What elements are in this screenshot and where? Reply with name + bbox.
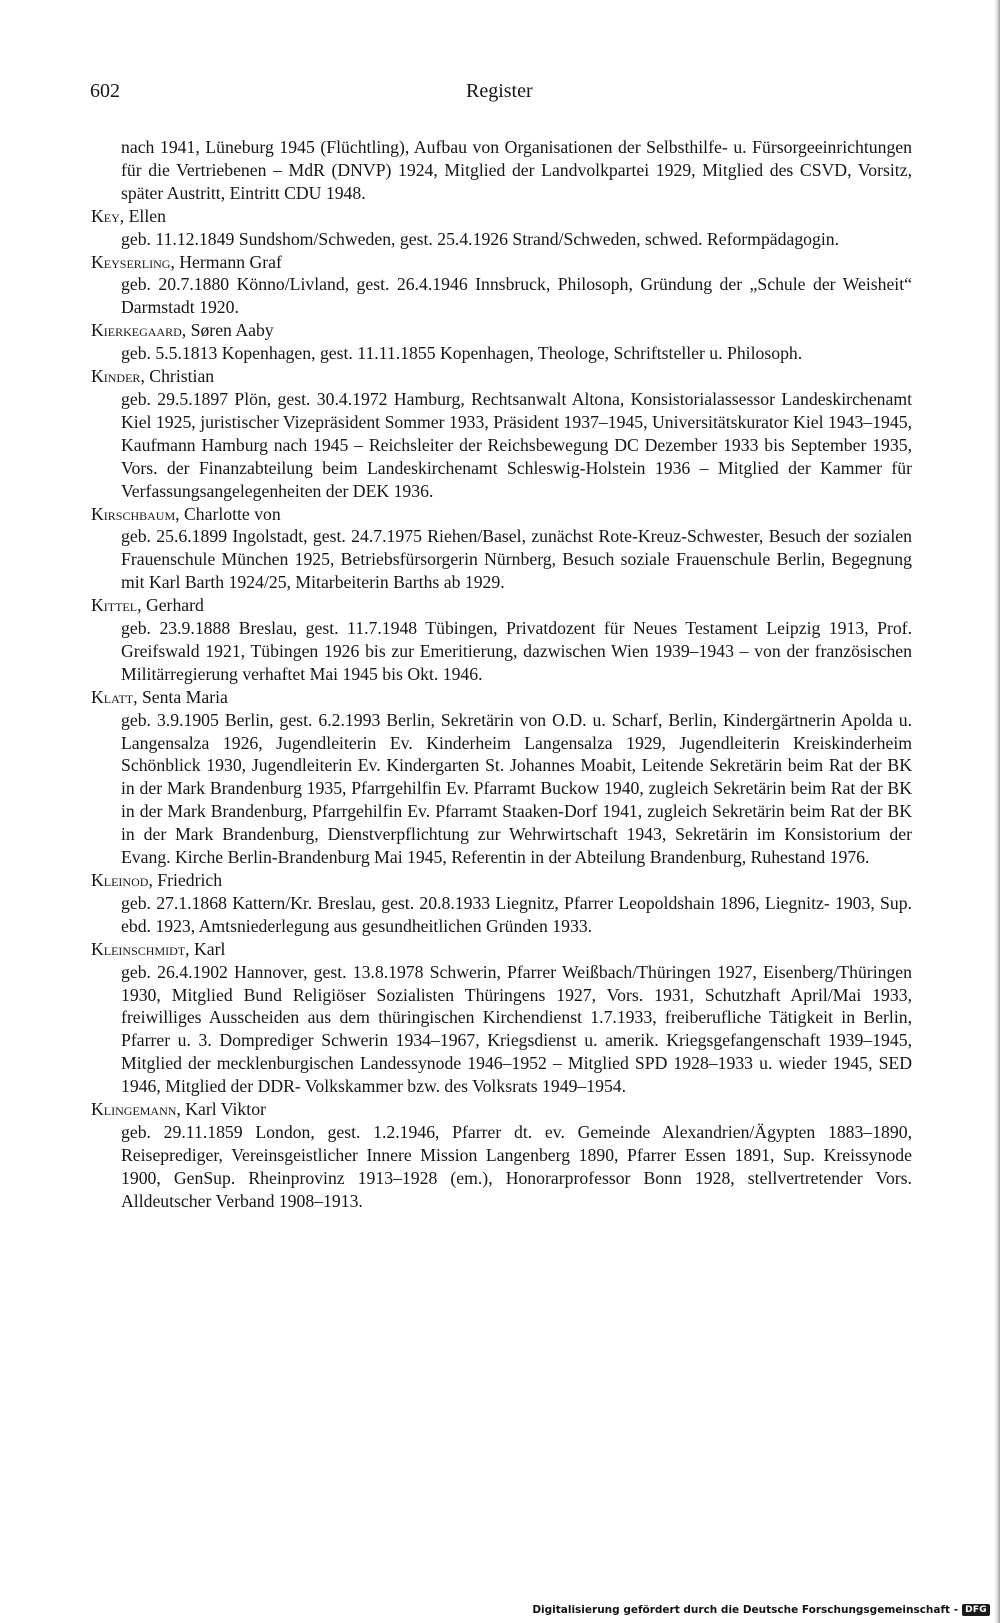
entry-name — [91, 503, 912, 526]
entry-bio: geb. 3.9.1905 Berlin, gest. 6.2.1993 Berlin, Sekretärin von O.D. u. Scharf, Berlin, Kindergärtnerin Apolda u. Langensalza 1926, Jugendleiterin Ev. Kinderheim Langensalza 1929, Jugendleiterin Kreiskinderheim Schönblick 1930, Jugendleiterin Ev. Kindergarten St. Johannes Moabit, Leitende Sekretärin beim Rat der BK in der Mark Brandenburg 1935, Pfarrgehilfin Ev. Pfarramt Buckow 1940, zugleich Sekretärin beim Rat der BK in der Mark Brandenburg, Pfarrgehilfin Ev. Pfarramt Staaken-Dorf 1941, zugleich Sekretärin beim Rat der BK in der Mark Brandenburg, Dienstverpflichtung zur Wehrwirtschaft 1943, Sekretärin im Konsistorium der Evang. Kirche Berlin-Brandenburg Mai 1945, Referentin in der Abteilung Brandenburg, Ruhestand 1976. — [121, 709, 912, 868]
register-entry — [91, 205, 912, 251]
credit-text: Digitalisierung gefördert durch die Deutsche Forschungsgemeinschaft - — [532, 1604, 959, 1616]
register-entry — [91, 686, 912, 869]
entry-given-name: , Hermann Graf — [170, 251, 282, 272]
entry-given-name: , Charlotte von — [175, 503, 281, 524]
register-entry — [91, 365, 912, 502]
entry-surname: Klatt — [91, 686, 134, 707]
digitization-credit — [532, 1604, 990, 1616]
entry-name — [91, 319, 912, 342]
entry-given-name: , Christian — [140, 366, 215, 387]
entry-bio: geb. 27.1.1868 Kattern/Kr. Breslau, gest. 20.8.1933 Liegnitz, Pfarrer Leopoldshain 1896, Liegnitz- 1903, Sup. ebd. 1923, Amtsniederlegung aus gesundheitlichen Gründen 1933. — [121, 892, 912, 936]
register-entry — [91, 869, 912, 938]
entry-given-name: , Senta Maria — [133, 686, 228, 707]
page-number: 602 — [90, 80, 120, 102]
entry-name — [91, 365, 912, 388]
entry-bio: geb. 25.6.1899 Ingolstadt, gest. 24.7.1975 Riehen/Basel, zunächst Rote-Kreuz-Schwester, Besuch der sozialen Frauenschule München 1925, Betriebsfürsorgerin Nürnberg, Besuch soziale Frauenschule Berlin, Begegnung mit Karl Barth 1924/25, Mitarbeiterin Barths ab 1929. — [121, 526, 912, 593]
entry-bio: geb. 29.11.1859 London, gest. 1.2.1946, Pfarrer dt. ev. Gemeinde Alexandrien/Ägypten 1883–1890, Reiseprediger, Vereinsgeistlicher Innere Mission Langenberg 1890, Pfarrer Essen 1891, Sup. Kreissynode 1900, GenSup. Rheinprovinz 1913–1928 (em.), Honorarprofessor Bonn 1928, stellvertretender Vors. Alldeutscher Verband 1908–1913. — [121, 1121, 912, 1211]
entry-name — [91, 686, 912, 709]
register-entry — [91, 1098, 912, 1213]
entry-given-name: , Friedrich — [148, 870, 223, 890]
entry-name — [91, 594, 912, 617]
entry-surname: Kleinod — [91, 870, 149, 890]
register-entry — [91, 319, 912, 365]
entry-surname: Kleinschmidt — [91, 938, 186, 959]
entry-bio: geb. 20.7.1880 Könno/Livland, gest. 26.4.1946 Innsbruck, Philosoph, Gründung der „Schule der Weisheit“ Darmstadt 1920. — [121, 274, 912, 318]
entry-bio: geb. 5.5.1813 Kopenhagen, gest. 11.11.1855 Kopenhagen, Theologe, Schriftsteller u. Philosoph. — [121, 343, 803, 364]
entry-surname: Kirschbaum — [91, 503, 176, 524]
entry-given-name: , Karl — [185, 938, 226, 959]
entry-name — [91, 869, 912, 892]
entry-surname: Kinder — [91, 366, 141, 387]
register-entry — [91, 594, 912, 686]
entry-bio: geb. 11.12.1849 Sundshom/Schweden, gest. 25.4.1926 Strand/Schweden, schwed. Reformpädagogin. — [121, 228, 840, 249]
register-entry — [91, 938, 912, 1098]
entry-surname: Kierkegaard — [91, 320, 182, 341]
page-header — [90, 80, 912, 112]
scan-edge-shadow — [994, 0, 1000, 1623]
entry-given-name: , Søren Aaby — [181, 320, 274, 341]
entry-surname: Klingemann — [91, 1099, 177, 1120]
register-entry — [91, 251, 912, 320]
register-text — [91, 136, 912, 1213]
entry-surname: Kittel — [91, 595, 138, 616]
entry-name — [91, 938, 912, 961]
entry-name — [91, 1098, 912, 1121]
entry-surname: Key — [91, 205, 120, 226]
entry-surname: Keyserling — [91, 251, 171, 272]
entry-bio: geb. 23.9.1888 Breslau, gest. 11.7.1948 Tübingen, Privatdozent für Neues Testament Leipzig 1913, Prof. Greifswald 1921, Tübingen 1926 bis zur Emeritierung, dazwischen Wien 1939–1943 – von der französischen Militärregierung verhaftet Mai 1945 bis Okt. 1946. — [121, 618, 912, 684]
entry-bio: geb. 29.5.1897 Plön, gest. 30.4.1972 Hamburg, Rechtsanwalt Altona, Konsistorialassessor Landeskirchenamt Kiel 1925, juristischer Vizepräsident Sommer 1933, Präsident 1937–1945, Universitätskurator Kiel 1943–1945, Kaufmann Hamburg nach 1945 – Reichsleiter der Reichsbewegung DC Dezember 1933 bis September 1935, Vors. der Finanzabteilung beim Landeskirchenamt Schleswig-Holstein 1936 – Mitglied der Kammer für Verfassungsangelegenheiten der DEK 1936. — [121, 388, 912, 501]
continuation-paragraph: nach 1941, Lüneburg 1945 (Flüchtling), Aufbau von Organisationen der Selbsthilfe- u. Fürsorgeeinrichtungen für die Vertriebenen – MdR (DNVP) 1924, Mitglied der Landvolkpartei 1929, Mitglied des CSVD, Vorsitz, später Austritt, Eintritt CDU 1948. — [121, 137, 912, 203]
entry-name — [91, 205, 912, 228]
dfg-logo: DFG — [962, 1604, 990, 1616]
entry-given-name: , Gerhard — [137, 595, 204, 616]
register-entry — [91, 503, 912, 595]
running-head: Register — [466, 80, 533, 102]
entry-given-name: , Ellen — [119, 205, 166, 226]
entry-bio: geb. 26.4.1902 Hannover, gest. 13.8.1978 Schwerin, Pfarrer Weißbach/Thüringen 1927, Eisenberg/Thüringen 1930, Mitglied Bund Religiöser Sozialisten Thüringens 1927, Vors. 1931, Schutzhaft April/Mai 1933, freiwilliges Ausscheiden aus dem thüringischen Kirchendienst 1.7.1933, freiberufliche Tätigkeit in Berlin, Pfarrer u. 3. Domprediger Schwerin 1934–1967, Kriegsdienst u. amerik. Kriegsgefangenschaft 1939–1945, Mitglied der mecklenburgischen Landessynode 1946–1952 – Mitglied SPD 1928–1933 u. wieder 1945, SED 1946, Mitglied der DDR- Volkskammer bzw. des Volksrats 1949–1954. — [121, 961, 912, 1097]
entry-name — [91, 251, 912, 274]
entry-given-name: , Karl Viktor — [176, 1099, 266, 1120]
